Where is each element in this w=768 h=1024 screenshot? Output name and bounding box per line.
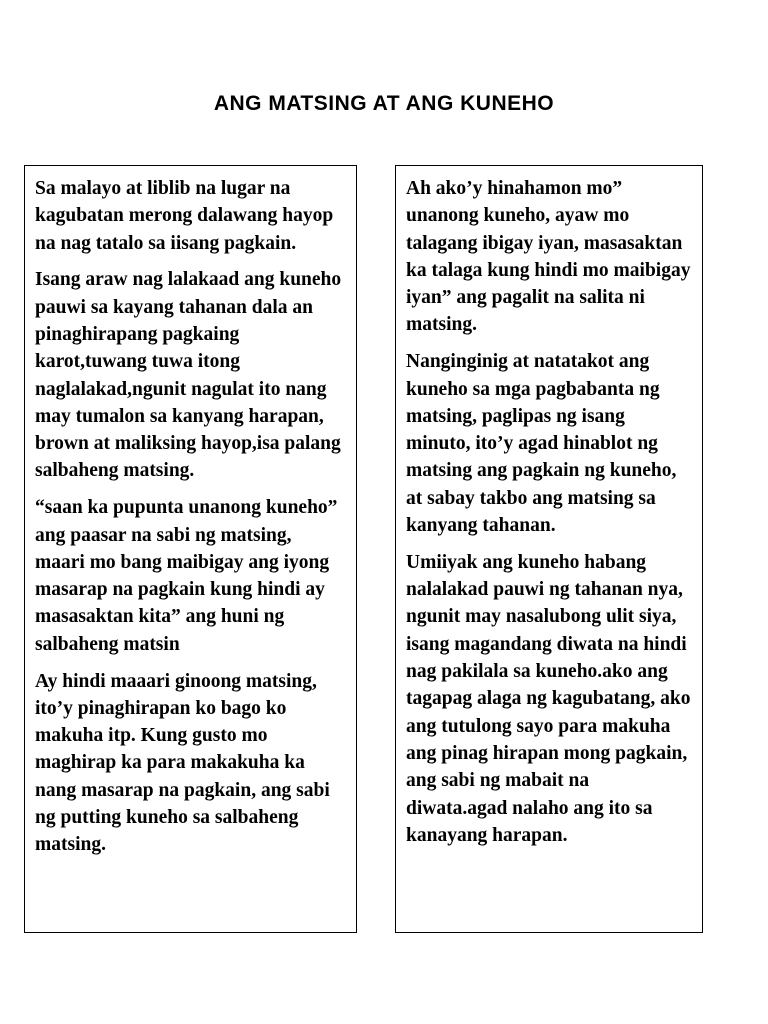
paragraph: Umiiyak ang kuneho habang nalalakad pauwi ng tahanan nya, ngunit may nasalubong ulit siya, isang magandang diwata na hindi nag pakilala sa kuneho.ako ang tagapag alaga ng kagubatang, ako ang tutulong sayo para makuha ang pinag hirapan mong pagkain, ang sabi ng mabait na diwata.agad nalaho ang ito sa kanayang harapan. [406, 551, 691, 846]
paragraph: Nanginginig at natatakot ang kuneho sa mga pagbabanta ng matsing, paglipas ng isang minuto, ito’y agad hinablot ng matsing ang pagkain ng kuneho, at sabay takbo ang matsing sa kanyang tahanan. [406, 351, 677, 537]
paragraph: Isang araw nag lalakaad ang kuneho pauwi sa kayang tahanan dala an pinaghirapang pagkaing karot,tuwang tuwa itong naglalakad,ngunit nagulat ito nang may tumalon sa kanyang harapan, brown at maliksing hayop,isa palang salbaheng matsing. [35, 269, 342, 482]
paragraph: “saan ka pupunta unanong kuneho” ang paasar na sabi ng matsing, maari mo bang maibigay ang iyong masarap na pagkain kung hindi ay masasaktan kita” ang huni ng salbaheng matsin [35, 497, 338, 655]
right-text-box [395, 165, 703, 933]
left-text-box [24, 165, 357, 933]
page-title: ANG MATSING AT ANG KUNEHO [213, 92, 555, 115]
paragraph: Ay hindi maaari ginoong matsing, ito’y pinaghirapan ko bago ko makuha itp. Kung gusto mo maghirap ka para makakuha ka nang masarap na pagkain, ang sabi ng putting kuneho sa salbaheng matsing. [35, 670, 330, 856]
paragraph: Ah ako’y hinahamon mo” unanong kuneho, ayaw mo talagang ibigay iyan, masasaktan ka talaga kung hindi mo maibigay iyan” ang pagalit na salita ni matsing. [406, 178, 691, 336]
paragraph: Sa malayo at liblib na lugar na kagubatan merong dalawang hayop na nag tatalo sa iisang pagkain. [35, 178, 334, 254]
